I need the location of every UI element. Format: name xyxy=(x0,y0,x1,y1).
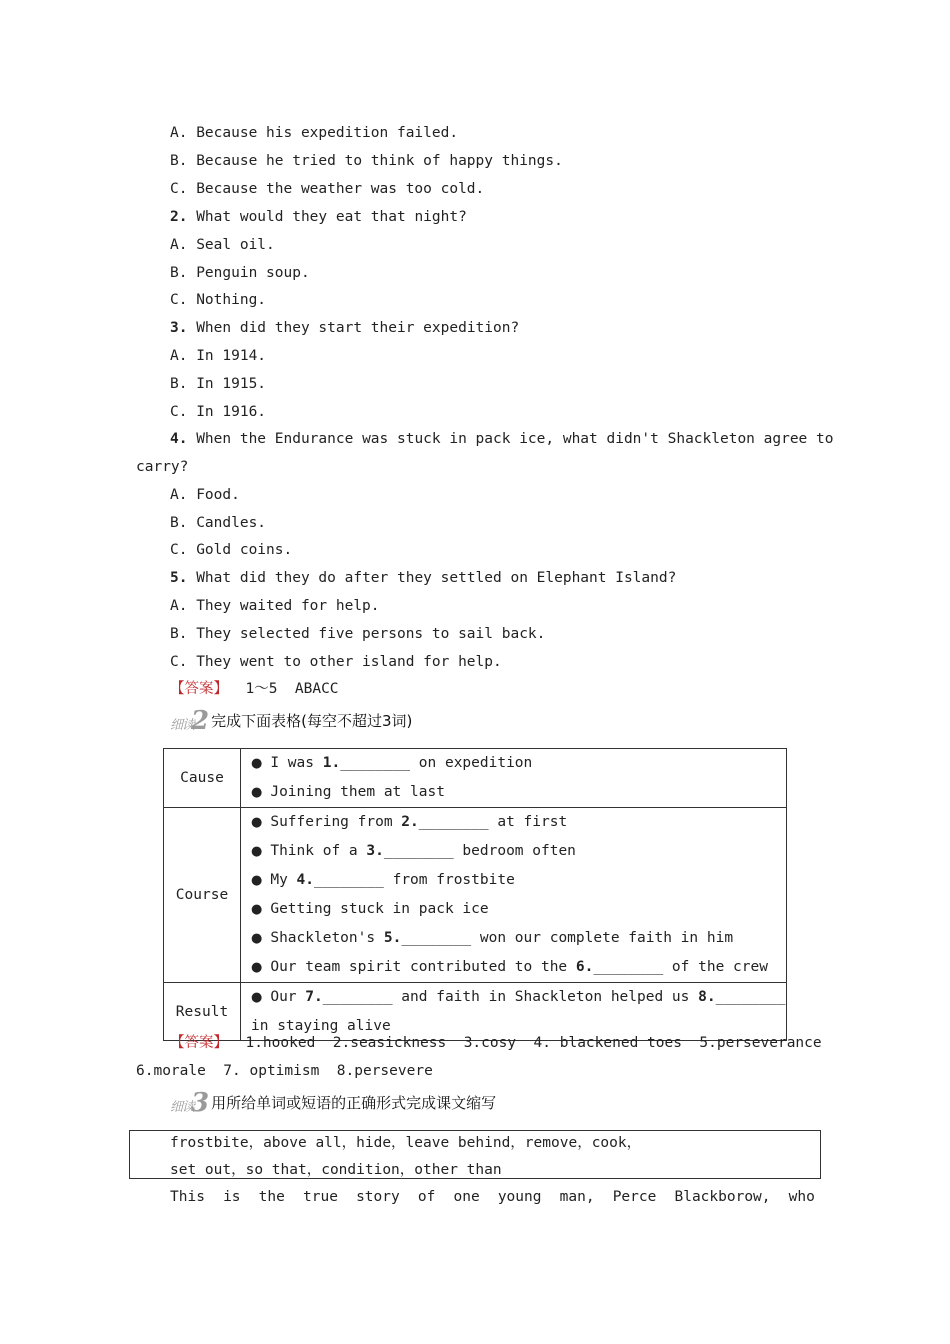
bullet-icon: ● xyxy=(251,990,263,1005)
blank-field: ________ xyxy=(383,843,454,859)
word-bank-box xyxy=(129,1130,821,1179)
q4-option-b: B. Candles. xyxy=(170,515,267,531)
q2-option-c: C. Nothing. xyxy=(170,292,267,308)
blank-field: ________ xyxy=(418,814,489,830)
table-item: ● Think of a 3.________ bedroom often xyxy=(251,843,576,859)
blank-field: ________ xyxy=(314,872,384,888)
table-row xyxy=(164,749,787,808)
question-text: When the Endurance was stuck in pack ice, what didn't Shackleton agree to xyxy=(187,431,834,447)
table-item: ● Getting stuck in pack ice xyxy=(251,901,489,917)
answer-text: 1.hooked 2.seasickness 3.cosy 4. blackened toes 5.perseverance xyxy=(228,1035,822,1051)
question-4 xyxy=(170,429,833,449)
section-title: 用所给单词或短语的正确形式完成课文缩写 xyxy=(211,1093,497,1112)
q4-option-a: A. Food. xyxy=(170,487,240,503)
question-text: When did they start their expedition? xyxy=(187,320,520,336)
answer-line-2-cont: 6.morale 7. optimism 8.persevere xyxy=(136,1063,433,1079)
bullet-icon: ● xyxy=(251,756,263,771)
q1-option-a: A. Because his expedition failed. xyxy=(170,125,459,141)
q3-option-c: C. In 1916. xyxy=(170,404,267,420)
row-body xyxy=(241,749,787,808)
table-item: ● My 4.________ from frostbite xyxy=(251,872,515,888)
q2-option-b: B. Penguin soup. xyxy=(170,265,310,281)
table-row xyxy=(164,808,787,983)
answer-line-2 xyxy=(170,1033,822,1053)
blank-field: ________ xyxy=(322,989,393,1005)
row-header: Result xyxy=(164,983,241,1041)
word-bank-line: frostbite，above all，hide，leave behind，remove，cook， xyxy=(170,1135,642,1151)
q4-option-c: C. Gold coins. xyxy=(170,542,293,558)
blank-field: ________ xyxy=(340,755,411,771)
q5-option-a: A. They waited for help. xyxy=(170,598,380,614)
row-body xyxy=(241,808,787,983)
table-item: ● Our team spirit contributed to the 6.________ of the crew xyxy=(251,959,768,975)
table-item: ● Shackleton's 5.________ won our complete faith in him xyxy=(251,930,734,946)
table-row xyxy=(164,983,787,1041)
bullet-icon: ● xyxy=(251,960,263,975)
blank-field: ________ xyxy=(401,930,472,946)
bullet-icon: ● xyxy=(251,785,263,800)
table-item: ● Our 7.________ and faith in Shackleton helped us 8.________ xyxy=(251,989,786,1005)
section-title: 完成下面表格(每空不超过3词) xyxy=(211,711,413,730)
row-header: Course xyxy=(164,808,241,983)
blank-field: ________ xyxy=(593,959,664,975)
bullet-icon: ● xyxy=(251,873,263,888)
q3-option-b: B. In 1915. xyxy=(170,376,267,392)
bullet-icon: ● xyxy=(251,844,263,859)
bullet-icon: ● xyxy=(251,815,263,830)
row-body xyxy=(241,983,787,1041)
q1-option-b: B. Because he tried to think of happy things. xyxy=(170,153,563,169)
table-item: ● I was 1.________ on expedition xyxy=(251,755,533,771)
table-item: ● Suffering from 2.________ at first xyxy=(251,814,568,830)
question-number: 5. xyxy=(170,570,188,586)
row-header: Cause xyxy=(164,749,241,808)
question-number: 3. xyxy=(170,320,188,336)
q3-option-a: A. In 1914. xyxy=(170,348,267,364)
question-2 xyxy=(170,207,467,227)
answer-line-1 xyxy=(170,679,339,699)
question-text: What did they do after they settled on Elephant Island? xyxy=(187,570,677,586)
q2-option-a: A. Seal oil. xyxy=(170,237,275,253)
section-2-heading xyxy=(170,706,412,736)
question-4-cont: carry? xyxy=(136,459,189,475)
passage-line: This is the true story of one young man, Perce Blackborow, who xyxy=(170,1189,815,1205)
table-item-cont: in staying alive xyxy=(251,1018,391,1034)
q5-option-c: C. They went to other island for help. xyxy=(170,654,502,670)
table-item: ● Joining them at last xyxy=(251,784,445,800)
answer-tag: 【答案】 xyxy=(170,681,228,697)
question-number: 2. xyxy=(170,209,188,225)
blank-field: ________ xyxy=(715,989,786,1005)
section-badge-icon: 细读2 xyxy=(170,706,210,736)
question-3 xyxy=(170,318,519,338)
cause-course-result-table xyxy=(163,748,787,1041)
question-text: What would they eat that night? xyxy=(187,209,467,225)
bullet-icon: ● xyxy=(251,931,263,946)
question-number: 4. xyxy=(170,431,188,447)
q5-option-b: B. They selected five persons to sail back. xyxy=(170,626,546,642)
answer-text: 1～5 ABACC xyxy=(228,681,339,697)
section-3-heading xyxy=(170,1088,496,1118)
q1-option-c: C. Because the weather was too cold. xyxy=(170,181,485,197)
word-bank-line: set out，so that，condition，other than xyxy=(170,1162,502,1178)
question-5 xyxy=(170,568,676,588)
section-badge-icon: 细读3 xyxy=(170,1088,210,1118)
bullet-icon: ● xyxy=(251,902,263,917)
answer-tag: 【答案】 xyxy=(170,1035,228,1051)
